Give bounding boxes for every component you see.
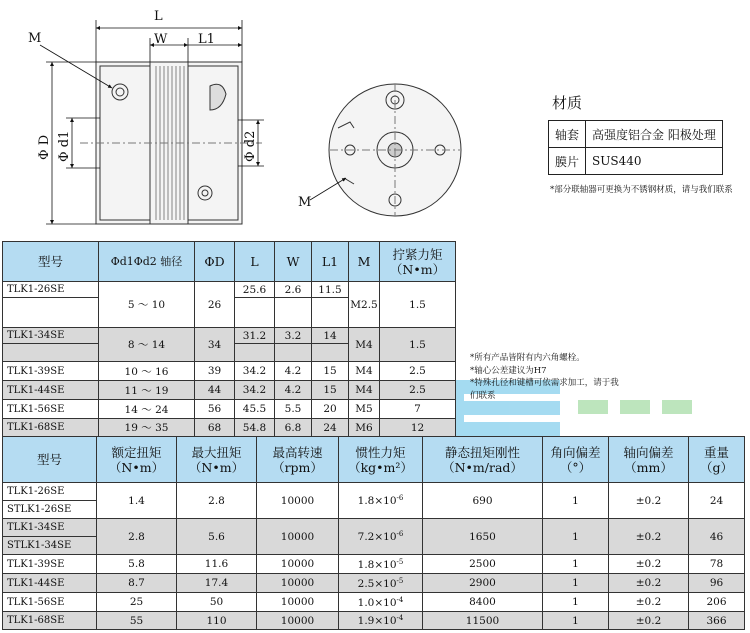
th-axial-unit: （mm） <box>624 459 673 475</box>
max-cell: 11.6 <box>177 555 257 574</box>
W-cell: 3.2 <box>275 328 312 344</box>
inertia-base: 1.8×10 <box>357 558 397 571</box>
D-cell: 39 <box>195 362 235 381</box>
material-value: 高强度铝合金 阳极处理 <box>586 121 723 148</box>
th-L1: L1 <box>312 242 349 282</box>
side-view <box>80 62 262 224</box>
W-cell: 4.2 <box>275 362 312 381</box>
side-note: *所有产品皆附有内六角螺栓。 <box>470 353 585 363</box>
W-cell: 4.2 <box>275 381 312 400</box>
model-cell: STLK1-26SE <box>3 501 97 519</box>
model-cell: TLK1-44SE <box>3 574 97 593</box>
D-cell: 68 <box>195 419 235 437</box>
model-cell: TLK1-56SE <box>3 400 99 419</box>
th-stiff-label: 静态扭矩刚性 <box>444 444 520 460</box>
inertia-base: 1.8×10 <box>357 495 397 507</box>
model-cell: TLK1-68SE <box>3 419 99 437</box>
th-L: L <box>235 242 275 282</box>
model-cell: TLK1-56SE <box>3 593 97 612</box>
dim-phid2: Φ d2 <box>243 130 258 162</box>
max-cell: 2.8 <box>177 483 257 519</box>
table-row <box>3 328 456 344</box>
L-cell: 34.2 <box>235 362 275 381</box>
axial-cell: ±0.2 <box>609 519 689 555</box>
th-model: 型号 <box>3 242 99 282</box>
D-cell: 34 <box>195 328 235 362</box>
L-cell: 31.2 <box>235 328 275 344</box>
W-cell: 5.5 <box>275 400 312 419</box>
M-cell: M4 <box>349 362 380 381</box>
bore-cell: 19 ～ 35 <box>99 419 195 437</box>
angle-cell: 1 <box>543 483 609 519</box>
max-cell: 50 <box>177 593 257 612</box>
inertia-cell <box>339 483 423 519</box>
stiff-cell: 1650 <box>423 519 543 555</box>
dim-phiD: Φ D <box>37 134 52 160</box>
D-cell: 26 <box>195 282 235 328</box>
L-cell: 25.6 <box>235 282 275 298</box>
th-angle <box>543 437 609 483</box>
rated-cell: 5.8 <box>97 555 177 574</box>
th-stiff-unit: （N•m/rad） <box>442 459 523 475</box>
torque-cell: 2.5 <box>380 362 456 381</box>
bore-cell: 14 ～ 24 <box>99 400 195 419</box>
model-cell: TLK1-39SE <box>3 555 97 574</box>
model-cell: TLK1-26SE <box>3 282 99 298</box>
speed-cell: 10000 <box>257 483 339 519</box>
th-stiff <box>423 437 543 483</box>
dim-W: W <box>154 32 168 47</box>
table-row <box>3 593 745 612</box>
rated-cell: 8.7 <box>97 574 177 593</box>
weight-cell: 24 <box>689 483 745 519</box>
th-W: W <box>275 242 312 282</box>
speed-cell: 10000 <box>257 519 339 555</box>
inertia-cell <box>339 612 423 630</box>
max-cell: 17.4 <box>177 574 257 593</box>
L-cell: 54.8 <box>235 419 275 437</box>
weight-cell: 46 <box>689 519 745 555</box>
M-cell: M6 <box>349 419 380 437</box>
material-name: 膜片 <box>549 148 586 175</box>
model-cell: TLK1-34SE <box>3 328 99 344</box>
th-speed-unit: （rpm） <box>272 459 323 475</box>
material-value: SUS440 <box>586 148 723 175</box>
th-angle-unit: （°） <box>559 459 592 475</box>
speed-cell: 10000 <box>257 574 339 593</box>
axial-cell: ±0.2 <box>609 483 689 519</box>
inertia-exp: -6 <box>396 494 404 502</box>
side-notes <box>470 352 620 402</box>
th-weight-label: 重量 <box>703 444 729 460</box>
th-rated-unit: （N•m） <box>108 459 165 475</box>
weight-cell: 78 <box>689 555 745 574</box>
material-table <box>548 120 723 175</box>
th-torque-label: 拧紧力矩 <box>392 246 443 262</box>
angle-cell: 1 <box>543 555 609 574</box>
L1-cell: 24 <box>312 419 349 437</box>
side-note: *轴心公差建议为H7 <box>470 365 547 376</box>
M-cell: M5 <box>349 400 380 419</box>
bore-cell: 8 ～ 14 <box>99 328 195 362</box>
torque-cell: 12 <box>380 419 456 437</box>
max-cell: 5.6 <box>177 519 257 555</box>
th-max-unit: （N•m） <box>188 459 245 475</box>
th-model: 型号 <box>3 437 97 483</box>
D-cell: 56 <box>195 400 235 419</box>
th-torque-unit: （N•m） <box>389 261 446 277</box>
side-note: *特殊孔径和键槽可依需求加工，请于我们联系 <box>470 378 619 401</box>
model-cell: TLK1-44SE <box>3 381 99 400</box>
model-cell: TLK1-39SE <box>3 362 99 381</box>
torque-cell: 7 <box>380 400 456 419</box>
th-D: ΦD <box>195 242 235 282</box>
W-cell: 2.6 <box>275 282 312 298</box>
bore-cell: 10 ～ 16 <box>99 362 195 381</box>
weight-cell: 366 <box>689 612 745 630</box>
th-torque <box>380 242 456 282</box>
th-angle-label: 角向偏差 <box>550 444 601 460</box>
angle-cell: 1 <box>543 519 609 555</box>
th-rated-label: 额定扭矩 <box>111 444 162 460</box>
th-inertia <box>339 437 423 483</box>
table-row <box>3 400 456 419</box>
th-rated <box>97 437 177 483</box>
table-row <box>3 519 745 537</box>
dim-L: L <box>154 9 163 24</box>
table-row <box>3 612 745 630</box>
speed-cell: 10000 <box>257 593 339 612</box>
th-axial-label: 轴向偏差 <box>623 444 674 460</box>
rated-cell: 1.4 <box>97 483 177 519</box>
material-row <box>549 121 723 148</box>
axial-cell: ±0.2 <box>609 574 689 593</box>
table-row <box>3 362 456 381</box>
inertia-exp: -4 <box>396 614 404 622</box>
model-cell: TLK1-34SE <box>3 519 97 537</box>
inertia-exp: -4 <box>396 595 404 604</box>
th-max-label: 最大扭矩 <box>191 444 242 460</box>
th-weight-unit: （g） <box>699 459 733 475</box>
performance-table <box>2 436 745 630</box>
rated-cell: 25 <box>97 593 177 612</box>
torque-cell: 1.5 <box>380 328 456 362</box>
L1-cell: 15 <box>312 381 349 400</box>
table-row <box>3 419 456 437</box>
th-max <box>177 437 257 483</box>
stiff-cell: 8400 <box>423 593 543 612</box>
L1-cell: 14 <box>312 328 349 344</box>
front-view <box>329 84 461 216</box>
angle-cell: 1 <box>543 593 609 612</box>
bore-cell: 11 ～ 19 <box>99 381 195 400</box>
material-name: 轴套 <box>549 121 586 148</box>
inertia-cell <box>339 593 423 612</box>
angle-cell: 1 <box>543 574 609 593</box>
table-row <box>3 282 456 298</box>
L1-cell: 11.5 <box>312 282 349 298</box>
model-cell: TLK1-68SE <box>3 612 97 630</box>
dimension-table <box>2 241 456 437</box>
M-cell: M4 <box>349 328 380 362</box>
th-axial <box>609 437 689 483</box>
D-cell: 44 <box>195 381 235 400</box>
axial-cell: ±0.2 <box>609 593 689 612</box>
M-cell: M4 <box>349 381 380 400</box>
angle-cell: 1 <box>543 612 609 630</box>
L1-cell: 20 <box>312 400 349 419</box>
max-cell: 110 <box>177 612 257 630</box>
stiff-cell: 690 <box>423 483 543 519</box>
inertia-base: 1.9×10 <box>357 615 397 627</box>
stiff-cell: 11500 <box>423 612 543 630</box>
label-M-top: M <box>28 31 42 46</box>
inertia-cell <box>339 555 423 574</box>
weight-cell: 206 <box>689 593 745 612</box>
th-inertia-label: 惯性力矩 <box>355 444 406 460</box>
W-cell: 6.8 <box>275 419 312 437</box>
rated-cell: 2.8 <box>97 519 177 555</box>
inertia-base: 7.2×10 <box>357 531 397 543</box>
axial-cell: ±0.2 <box>609 612 689 630</box>
material-note: *部分联轴器可更换为不锈钢材质，请与我们联系 <box>550 185 733 195</box>
table-row <box>3 381 456 400</box>
model-cell: STLK1-34SE <box>3 537 97 555</box>
label-M-bottom: M <box>298 195 312 210</box>
th-inertia-unit: （kg•m²） <box>348 459 413 475</box>
coupling-drawing <box>0 0 540 240</box>
th-M: M <box>349 242 380 282</box>
inertia-exp: -5 <box>396 576 404 585</box>
table-row <box>3 574 745 593</box>
L-cell: 34.2 <box>235 381 275 400</box>
inertia-cell <box>339 574 423 593</box>
table-row <box>3 555 745 574</box>
dim-phid1: Φ d1 <box>57 130 72 162</box>
L-cell: 45.5 <box>235 400 275 419</box>
model-cell: TLK1-26SE <box>3 483 97 501</box>
torque-cell: 1.5 <box>380 282 456 328</box>
material-row <box>549 148 723 175</box>
inertia-cell <box>339 519 423 555</box>
th-speed <box>257 437 339 483</box>
inertia-base: 1.0×10 <box>357 596 397 609</box>
inertia-base: 2.5×10 <box>357 577 397 590</box>
bore-cell: 5 ～ 10 <box>99 282 195 328</box>
rated-cell: 55 <box>97 612 177 630</box>
th-speed-label: 最高转速 <box>272 444 323 460</box>
material-title: 材质 <box>552 94 583 112</box>
torque-cell: 2.5 <box>380 381 456 400</box>
weight-cell: 96 <box>689 574 745 593</box>
table-row <box>3 483 745 501</box>
stiff-cell: 2900 <box>423 574 543 593</box>
stiff-cell: 2500 <box>423 555 543 574</box>
dim-L1: L1 <box>198 32 215 47</box>
th-bore: Φd1Φd2 轴径 <box>99 242 195 282</box>
inertia-exp: -5 <box>396 557 404 566</box>
M-cell: M2.5 <box>349 282 380 328</box>
L1-cell: 15 <box>312 362 349 381</box>
speed-cell: 10000 <box>257 555 339 574</box>
axial-cell: ±0.2 <box>609 555 689 574</box>
speed-cell: 10000 <box>257 612 339 630</box>
inertia-exp: -6 <box>396 530 404 538</box>
th-weight <box>689 437 745 483</box>
